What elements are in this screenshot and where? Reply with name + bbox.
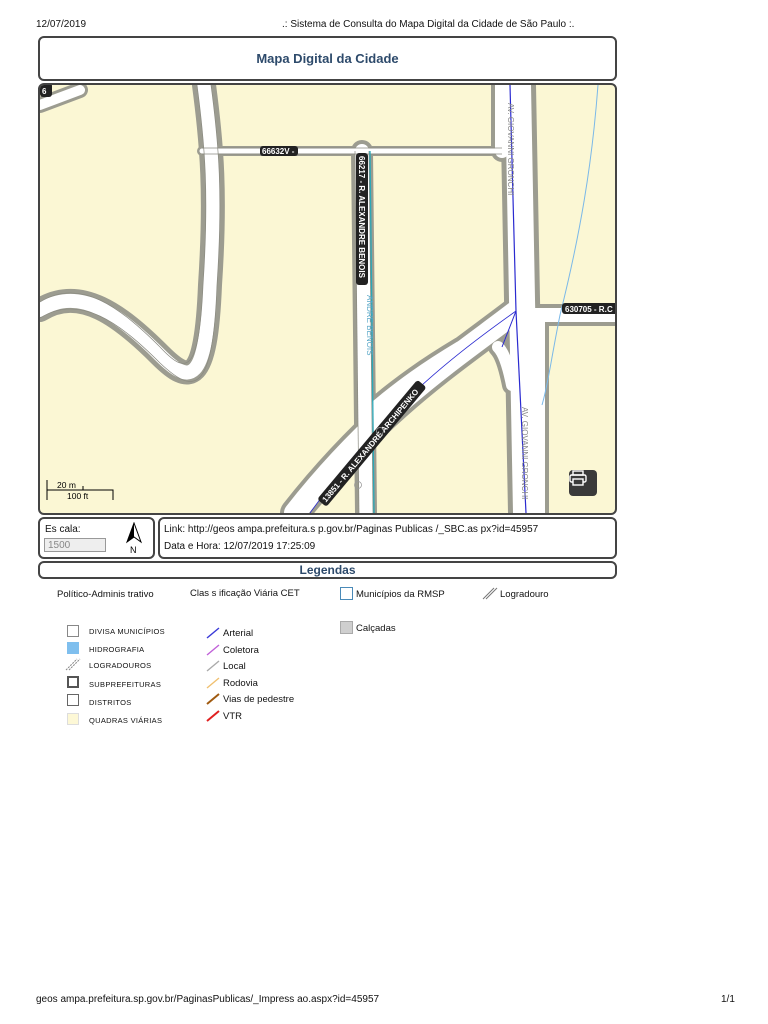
legend-header — [38, 561, 617, 579]
legend-item-divisa: DIVISA MUNICÍPIOS — [89, 627, 165, 636]
map-link[interactable]: Link: http://geos ampa.prefeitura.s p.gov.br/Paginas Publicas /_SBC.as px?id=45957 — [164, 524, 539, 535]
map-canvas[interactable] — [40, 85, 615, 513]
distritos-swatch — [67, 694, 79, 706]
info-panel — [158, 517, 617, 559]
printer-icon — [569, 470, 587, 486]
map-label-street-code-right: 630705 - R. — [565, 305, 607, 314]
legend-item-quadras: QUADRAS VIÁRIAS — [89, 716, 163, 725]
legend-item-distritos: DISTRITOS — [89, 698, 132, 707]
legend-item-vtr: VTR — [223, 711, 242, 722]
legend-header-viaria: Clas s ificação Viária CET — [190, 588, 300, 599]
legend-header-politico: Político-Adminis trativo — [57, 589, 154, 600]
map-label-r-alexandre-benois: 66217 - R. ALEXANDRE BENOIS — [357, 156, 366, 278]
map-datetime: Data e Hora: 12/07/2019 17:25:09 — [164, 541, 316, 552]
legend-item-rodovia: Rodovia — [223, 678, 258, 689]
divisa-swatch — [67, 625, 79, 637]
footer-url: geos ampa.prefeitura.sp.gov.br/PaginasPublicas/_Impress ao.aspx?id=45957 — [36, 994, 380, 1005]
footer-page-number: 1/1 — [721, 994, 735, 1005]
local-line-icon — [206, 660, 220, 672]
legend-item-coletora: Coletora — [223, 645, 259, 656]
scale-bar — [45, 478, 115, 502]
print-button[interactable] — [569, 470, 597, 496]
calcadas-swatch — [340, 621, 353, 634]
legend-header-municipios: Municípios da RMSP — [356, 589, 445, 600]
map-label-r-alexandre-archipenko: 13851 - R. ALEXANDRE ARCHIPENKO — [320, 387, 421, 504]
map-title: Mapa Digital da Cidade — [256, 51, 399, 66]
map-label-street-code-right-cut: C — [607, 305, 613, 314]
title-panel — [38, 36, 617, 81]
north-arrow-icon — [124, 522, 144, 556]
map-label-av-giovanni-gronchi-top: AV. GIOVANNI GRONCHI — [506, 103, 515, 196]
arterial-line-icon — [206, 627, 220, 639]
legend-item-local: Local — [223, 661, 246, 672]
vtr-line-icon — [206, 710, 220, 722]
subprefeituras-swatch — [67, 676, 79, 688]
north-label: N — [130, 545, 137, 555]
coletora-line-icon — [206, 644, 220, 656]
logradouros-hatch-icon — [65, 657, 81, 671]
scale-metric: 20 m — [57, 480, 76, 490]
municipios-swatch — [340, 587, 353, 600]
legend-title: Legendas — [299, 563, 356, 577]
map-panel[interactable] — [38, 83, 617, 515]
scale-imperial: 100 ft — [67, 491, 89, 501]
escala-input[interactable] — [44, 538, 106, 552]
map-label-code-top-left: 6 — [42, 87, 47, 96]
legend-item-hidrografia: HIDROGRAFIA — [89, 645, 145, 654]
escala-label: Es cala: — [45, 524, 81, 535]
legend-item-arterial: Arterial — [223, 628, 254, 639]
quadras-swatch — [67, 713, 79, 725]
header-page-title: .: Sistema de Consulta do Mapa Digital da Cidade de São Paulo :. — [282, 19, 575, 30]
legend-item-logradouros: LOGRADOUROS — [89, 661, 152, 670]
map-label-street-code-top: 66632V - — [262, 147, 295, 156]
header-date: 12/07/2019 — [36, 19, 87, 30]
vias-pedestre-line-icon — [206, 693, 220, 705]
legend-item-subprefeituras: SUBPREFEITURAS — [89, 680, 162, 689]
escala-panel — [38, 517, 155, 559]
legend-item-vias-pedestre: Vias de pedestre — [223, 694, 295, 705]
logradouro-hatch-icon — [482, 586, 498, 600]
map-label-benois-faint: ANDRE BENOIS — [365, 295, 374, 356]
hidrografia-swatch — [67, 642, 79, 654]
map-label-av-giovanni-gronchi-bottom: AV. GIOVANNI GRONCHI — [520, 407, 529, 500]
legend-item-calcadas: Calçadas — [356, 623, 396, 634]
legend-header-logradouro: Logradouro — [500, 589, 549, 600]
rodovia-line-icon — [206, 677, 220, 689]
